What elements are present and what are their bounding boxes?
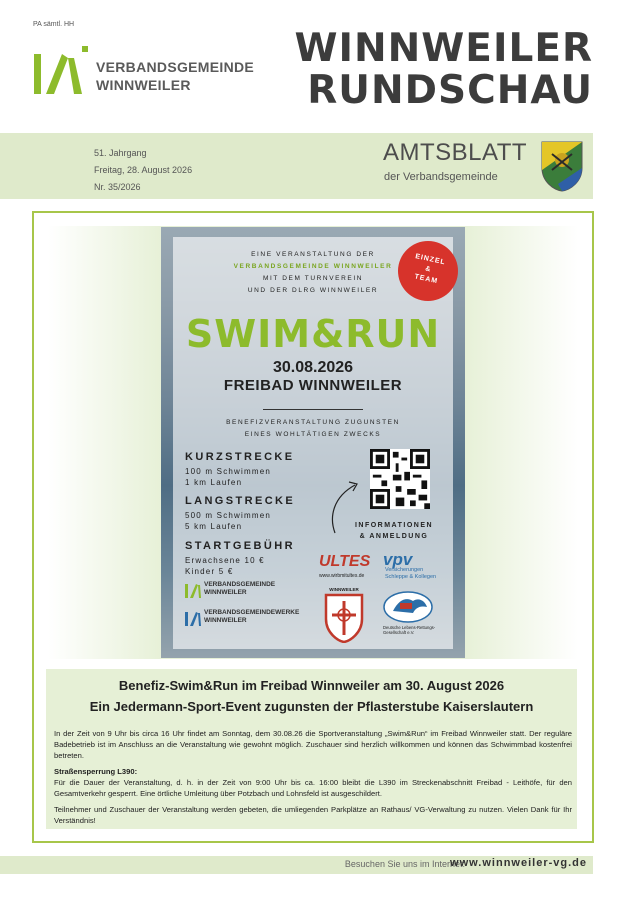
amtsblatt-subheading: der Verbandsgemeinde [384,171,498,183]
poster-purpose-2: EINES WOHLTÄTIGEN ZWECKS [244,431,382,438]
kurzstrecke-heading: KURZSTRECKE [185,451,295,463]
tsv-crest-icon [320,589,368,643]
startgebuehr-heading: STARTGEBÜHR [185,540,295,552]
poster-date: 30.08.2026 [272,359,354,376]
sponsor-vpv-logo: vpv [383,550,413,569]
sponsor-vpv-subtitle [385,567,436,581]
article-paragraph-1: In der Zeit von 9 Uhr bis circa 16 Uhr findet am Sonntag, dem 30.08.26 die Sportveranstaltung „Swim&Run“ im Freibad Winnweiler statt. Der reguläre Badebetrieb ist im Anschluss an die Veranstaltung wie gewohnt möglich. Zuschauer sind herzlich willkommen und können das Schwimmbad kostenfrei betreten. [54,729,572,760]
coat-of-arms-icon [540,140,584,192]
info-line1: INFORMATIONEN [354,522,434,529]
vg-mini-logo-icon [185,580,201,598]
article-subtitle: Ein Jedermann-Sport-Event zugunsten der Pflasterstube Kaiserslautern [89,699,534,714]
fee-adults: Erwachsene 10 € [185,556,265,565]
langstrecke-run: 5 km Laufen [185,522,243,531]
footer-website-link[interactable]: www.winnweiler-vg.de [450,857,587,869]
poster-intro-4: UND DER DLRG WINNWEILER [247,287,379,294]
footer-text: Besuchen Sie uns im Internet: [344,859,465,869]
pa-note: PA sämtl. HH [33,21,75,28]
issue-number: Nr. 35/2026 [94,182,141,192]
poster-divider [263,409,363,410]
poster-intro-1: EINE VERANSTALTUNG DER [251,251,375,258]
tsv-caption: WINNWEILER [329,587,359,592]
poster-vg-logos [185,580,299,626]
newspaper-title [294,28,593,112]
qr-code-icon[interactable] [370,449,430,509]
sponsor-ultes-url: www.wirbmitultes.de [319,573,365,579]
amtsblatt-heading: AMTSBLATT [383,139,528,166]
poster-vgw-1: VERBANDSGEMEINDEWERKE [204,609,300,616]
vg-logo-text [96,58,254,94]
title-line2: RUNDSCHAU [307,68,593,113]
poster-vg-1: VERBANDSGEMEINDE [204,581,276,588]
issue-date: Freitag, 28. August 2026 [94,165,193,175]
badge-line2: & [424,265,433,274]
issue-meta [94,145,192,196]
dlrg-cap1: Deutsche Lebens-Rettungs- [383,625,436,630]
jahrgang: 51. Jahrgang [94,148,147,158]
langstrecke-swim: 500 m Schwimmen [185,511,272,520]
poster-vg-2: WINNWEILER [204,589,247,596]
dlrg-caption [383,625,439,635]
dlrg-cap2: Gesellschaft e.V. [383,630,415,635]
poster-intro-2: VERBANDSGEMEINDE WINNWEILER [233,263,393,270]
event-poster [161,227,465,658]
article-box [46,669,577,829]
dlrg-eagle-icon [383,591,433,623]
vgw-mini-logo-icon [185,608,201,626]
vpv-sub2: Schleppe & Kollegen [385,574,437,580]
poster-venue: FREIBAD WINNWEILER [223,377,403,394]
poster-purpose-1: BENEFIZVERANSTALTUNG ZUGUNSTEN [226,419,400,426]
poster-intro-3: MIT DEM TURNVEREIN [262,275,364,282]
logo-line2: WINNWEILER [96,77,191,93]
article-paragraph-2: Für die Dauer der Veranstaltung, d. h. in der Zeit von 9:00 Uhr bis ca. 16:00 bleibt die L390 im Streckenabschnitt Freibad - Leithöfe, für den Gesamtverkehr gesperrt. Eine örtliche Umleitung über Potzbach und Lohnsfeld ist ausgeschildert. [54,778,572,798]
vpv-sub1: Versicherungen [385,567,424,573]
logo-line1: VERBANDSGEMEINDE [96,59,255,75]
fee-children: Kinder 5 € [185,567,234,576]
badge-line3: TEAM [413,273,439,286]
kurzstrecke-swim: 100 m Schwimmen [185,467,272,476]
sponsor-ultes-logo: ULTES [319,553,371,570]
info-line2: & ANMELDUNG [359,533,429,540]
kurzstrecke-run: 1 km Laufen [185,478,243,487]
langstrecke-heading: LANGSTRECKE [185,495,296,507]
article-body [54,728,572,831]
article-paragraph-3: Teilnehmer und Zuschauer der Veranstaltung werden gebeten, die umliegenden Parkplätze an Rathaus/ VG-Verwaltung zu nutzen. Vielen Dank für Ihr Verständnis! [54,805,572,825]
title-line1: WINNWEILER [294,26,593,71]
vg-logo-icon [34,44,90,94]
article-title: Benefiz-Swim&Run im Freibad Winnweiler am 30. August 2026 [118,678,505,693]
badge-line1: EINZEL [414,253,447,267]
poster-headline: SWIM&RUN [185,312,441,356]
footer-band [0,856,593,874]
poster-vgw-2: WINNWEILER [204,617,247,624]
article-road-closure-heading: Straßensperrung L390: [54,767,138,776]
info-signup [339,520,449,542]
